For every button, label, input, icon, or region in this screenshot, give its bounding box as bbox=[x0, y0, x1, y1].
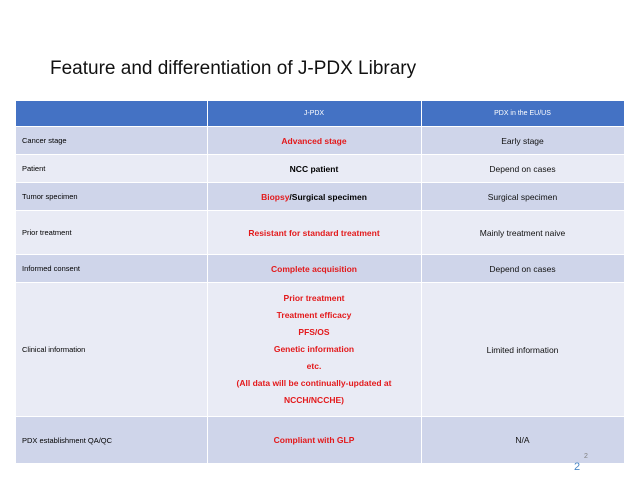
comparison-table bbox=[16, 101, 625, 464]
jpdx-value-list bbox=[207, 283, 421, 417]
table-row bbox=[16, 127, 624, 155]
jpdx-value: NCC patient bbox=[207, 155, 421, 183]
jpdx-value-red: Biopsy bbox=[261, 191, 290, 202]
eu-value: Limited information bbox=[421, 283, 624, 417]
jpdx-value: Resistant for standard treatment bbox=[207, 211, 421, 255]
row-label: Cancer stage bbox=[16, 127, 207, 155]
row-label: PDX establishment QA/QC bbox=[16, 417, 207, 464]
eu-value: Mainly treatment naive bbox=[421, 211, 624, 255]
table-row bbox=[16, 183, 624, 211]
table-row bbox=[16, 155, 624, 183]
page-number: 2 bbox=[574, 461, 581, 473]
clinical-item: etc. bbox=[306, 361, 322, 371]
row-label: Tumor specimen bbox=[16, 183, 207, 211]
jpdx-value bbox=[207, 183, 421, 211]
clinical-item: Genetic information bbox=[273, 344, 355, 354]
clinical-item: Prior treatment bbox=[283, 293, 345, 303]
clinical-item: (All data will be continually-updated at bbox=[236, 378, 392, 388]
row-label: Patient bbox=[16, 155, 207, 183]
eu-value: Depend on cases bbox=[421, 255, 624, 283]
eu-value: Surgical specimen bbox=[421, 183, 624, 211]
eu-value: Early stage bbox=[421, 127, 624, 155]
header-jpdx: J-PDX bbox=[207, 101, 421, 127]
clinical-item: PFS/OS bbox=[298, 327, 330, 337]
clinical-item: Treatment efficacy bbox=[276, 310, 352, 320]
table-row bbox=[16, 211, 624, 255]
jpdx-value: Advanced stage bbox=[207, 127, 421, 155]
jpdx-value: Complete acquisition bbox=[207, 255, 421, 283]
row-label: Prior treatment bbox=[16, 211, 207, 255]
table-row bbox=[16, 417, 624, 464]
table-row bbox=[16, 255, 624, 283]
slide-title: Feature and differentiation of J-PDX Library bbox=[50, 58, 417, 79]
jpdx-value: Compliant with GLP bbox=[207, 417, 421, 464]
eu-value: N/A bbox=[421, 417, 624, 464]
row-label: Clinical information bbox=[16, 283, 207, 417]
jpdx-value-black: /Surgical specimen bbox=[289, 191, 367, 202]
header-eu-us: PDX in the EU/US bbox=[421, 101, 624, 127]
table-header-row bbox=[16, 101, 624, 127]
table-row bbox=[16, 283, 624, 417]
eu-value: Depend on cases bbox=[421, 155, 624, 183]
clinical-item: NCCH/NCCHE) bbox=[284, 395, 344, 405]
page-number-small: 2 bbox=[584, 453, 588, 460]
header-empty bbox=[16, 101, 207, 127]
row-label: Informed consent bbox=[16, 255, 207, 283]
